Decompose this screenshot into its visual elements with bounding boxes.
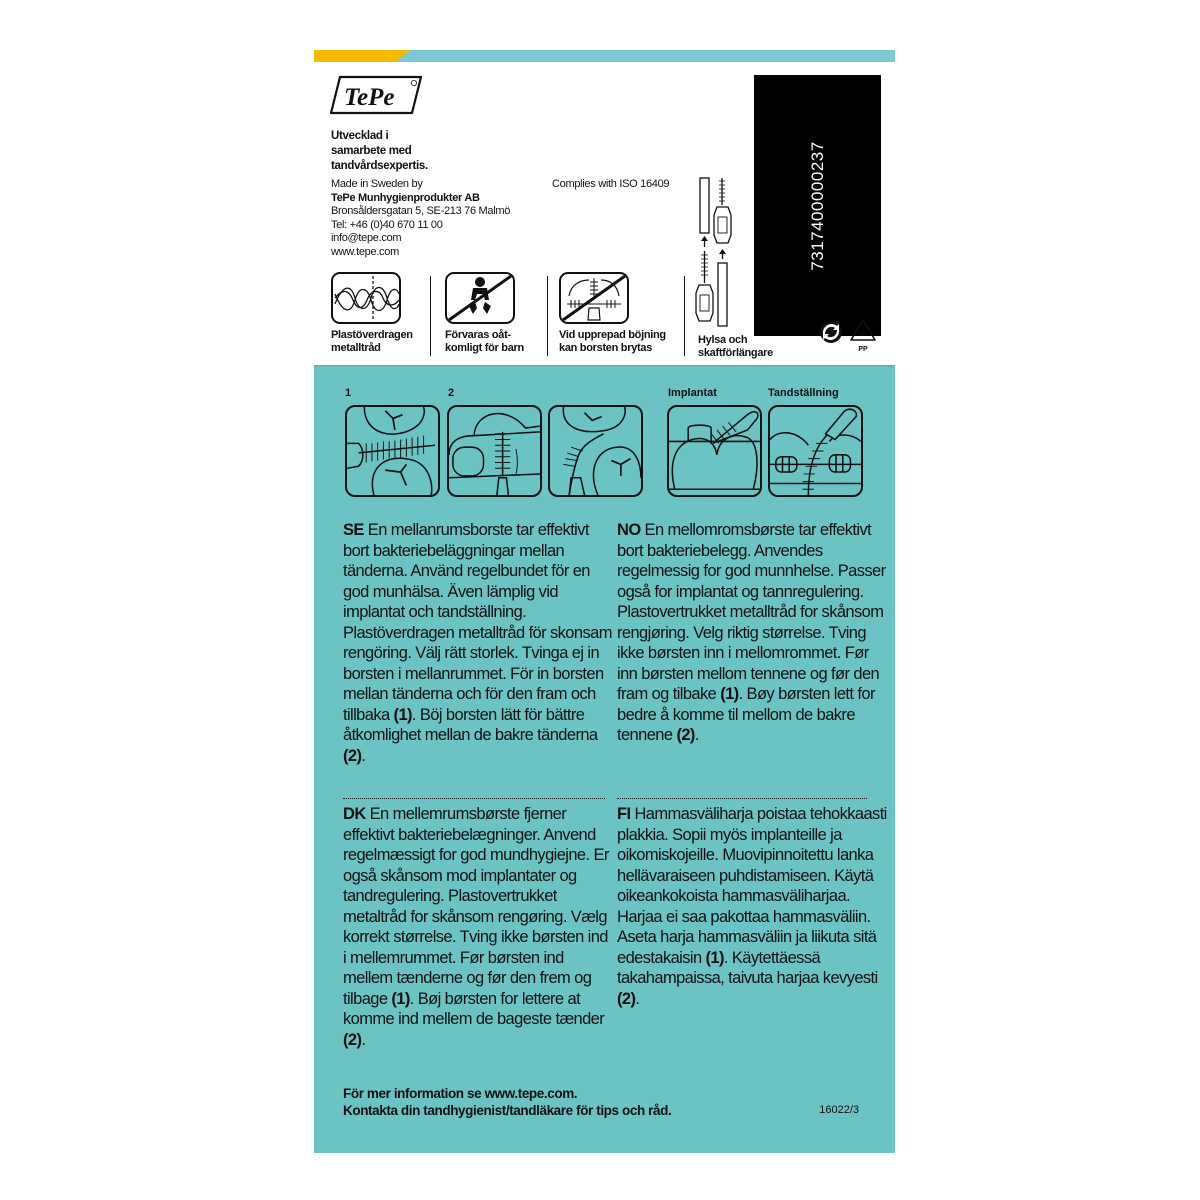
instructions-fi <box>617 804 887 1009</box>
iso-compliance: Complies with ISO 16409 <box>552 178 670 190</box>
instruction-text: En mellemrumsbørste fjerner effektivt bakteriebelægninger. Anvend regelmæssigt for god mundhygiejne. Er også skånsom mod implantater og tandregulering. Plastovertrukket metaltråd for skånsom rengøring. Vælg korrekt størrelse. Tving ikke børsten ind i mellemrummet. Før børsten ind mellem tænderne og før den frem og tilbage <box>343 805 609 1008</box>
divider-dotted <box>343 798 605 799</box>
top-stripe-yellow <box>314 50 410 62</box>
braces-illustration <box>768 405 863 497</box>
manufacturer-info <box>331 178 510 259</box>
tagline-line: samarbete med <box>331 145 412 157</box>
tagline <box>331 129 428 174</box>
icon-label: komligt för barn <box>445 342 524 354</box>
made-in: Made in Sweden by <box>331 178 423 190</box>
svg-text:05: 05 <box>859 331 867 338</box>
footer-line: Kontakta din tandhygienist/tandläkare för tips och råd. <box>343 1103 672 1118</box>
instruction-panel <box>314 365 895 1153</box>
step-ref: (1) <box>705 948 724 967</box>
svg-text:PP: PP <box>858 346 868 353</box>
step-ref: (2) <box>676 726 695 744</box>
icon-item <box>331 272 413 355</box>
address: Bronsåldersgatan 5, SE-213 76 Malmö <box>331 205 511 217</box>
implant-illustration <box>667 405 762 497</box>
instruction-text: En mellomromsbørste tar effektivt bort bakteriebelegg. Anvendes regelmessig for god munnhelse. Passer også for implantat og tannregulering. Plastovertrukket metalltråd for skånsom rengjøring. Velg riktig størrelse. Tving ikke børsten inn i mellomrommet. Før inn børsten mellom tennene og før den fram og tilbake <box>617 521 886 703</box>
bending-warning-icon <box>559 272 629 324</box>
pp-recycle-icon <box>849 318 877 359</box>
instruction-text: . <box>361 746 366 765</box>
lang-code-fi: FI <box>617 805 631 823</box>
icon-label: skaftförlängare <box>698 347 773 359</box>
step-ref: (1) <box>720 685 739 703</box>
instruction-text: . Böj borsten lätt för bättre åtkomlighet mellan de bakre tänderna <box>343 705 598 744</box>
product-code: 16022/3 <box>819 1104 859 1116</box>
instruction-text: . <box>694 726 699 744</box>
instruction-text: . <box>635 989 640 1008</box>
instruction-text: . Bøj børsten for lettere at komme ind mellem de bageste tænder <box>343 989 605 1028</box>
green-dot-recycle-icon <box>819 320 843 349</box>
instruction-text: . Bøy børsten lett for bedre å komme til mellom de bakre tennene <box>617 685 875 744</box>
divider <box>547 276 548 356</box>
instructions-no <box>617 520 887 746</box>
instruction-text: En mellanrumsborste tar effektivt bort bakteriebeläggningar mellan tänderna. Använd regelbundet för en god munhälsa. Även lämplig vid implantat och tandställning. Plastöverdragen metalltråd för skonsam rengöring. Välj rätt storlek. Tvinga ej in borsten i mellanrummet. För in borsten mellan tänderna och för den fram och tillbaka <box>343 521 612 724</box>
step-3-illustration <box>548 405 643 497</box>
divider <box>430 276 431 356</box>
step-2-label: 2 <box>448 387 455 399</box>
instruction-text: . Käytettäessä takahampaissa, taivuta harjaa kevyesti <box>617 948 878 987</box>
warning-icons-row <box>314 272 895 364</box>
package-back <box>314 50 895 1153</box>
icon-label: kan borsten brytas <box>559 342 653 354</box>
step-ref: (1) <box>391 989 410 1008</box>
icon-item <box>445 272 524 355</box>
coated-wire-icon <box>331 272 401 324</box>
instruction-text: Hammasväliharja poistaa tehokkaasti plakkia. Sopii myös implanteille ja oikomiskojeille. Muovipinnoitettu lanka hellävaraiseen puhdistamiseen. Käytä oikeankokoista hammasväliharjaa. Harjaa ei saa pakottaa hammasväliin. Aseta harja hammasväliin ja liikuta sitä edestakaisin <box>617 805 887 967</box>
icon-item <box>559 272 666 355</box>
tagline-line: Utvecklad i <box>331 130 389 142</box>
footer-info <box>343 1085 671 1119</box>
icon-label: Plastöverdragen <box>331 329 413 341</box>
step-ref: (2) <box>343 746 362 765</box>
step-2-illustration <box>447 405 542 497</box>
company-name: TePe Munhygienprodukter AB <box>331 191 480 204</box>
phone: Tel: +46 (0)40 670 11 00 <box>331 218 443 231</box>
icon-item <box>698 334 773 360</box>
lang-code-se: SE <box>343 521 364 539</box>
implant-label: Implantat <box>668 387 717 399</box>
icon-label: metalltråd <box>331 342 381 354</box>
braces-label: Tandställning <box>768 387 839 399</box>
keep-away-children-icon <box>445 272 515 324</box>
instruction-text: . <box>361 1030 366 1049</box>
step-1-illustration <box>345 405 440 497</box>
email: info@tepe.com <box>331 232 402 244</box>
step-ref: (1) <box>393 705 412 724</box>
tagline-line: tandvårdsexpertis. <box>331 160 428 172</box>
footer-line: För mer information se www.tepe.com. <box>343 1086 578 1101</box>
instructions-dk <box>343 804 613 1050</box>
step-ref: (2) <box>617 989 636 1008</box>
divider <box>684 276 685 356</box>
lang-code-no: NO <box>617 521 641 539</box>
website: www.tepe.com <box>331 245 399 258</box>
step-1-label: 1 <box>345 387 352 399</box>
barcode-number: 7317400000237 <box>807 140 827 271</box>
divider-dotted <box>617 798 867 799</box>
instructions-se <box>343 520 613 766</box>
svg-text:TePe: TePe <box>344 84 395 111</box>
tepe-logo <box>326 74 426 116</box>
icon-label: Förvaras oåt- <box>445 329 511 341</box>
lang-code-dk: DK <box>343 805 366 823</box>
step-ref: (2) <box>343 1030 362 1049</box>
icon-label: Hylsa och <box>698 334 748 346</box>
icon-label: Vid upprepad böjning <box>559 329 666 341</box>
